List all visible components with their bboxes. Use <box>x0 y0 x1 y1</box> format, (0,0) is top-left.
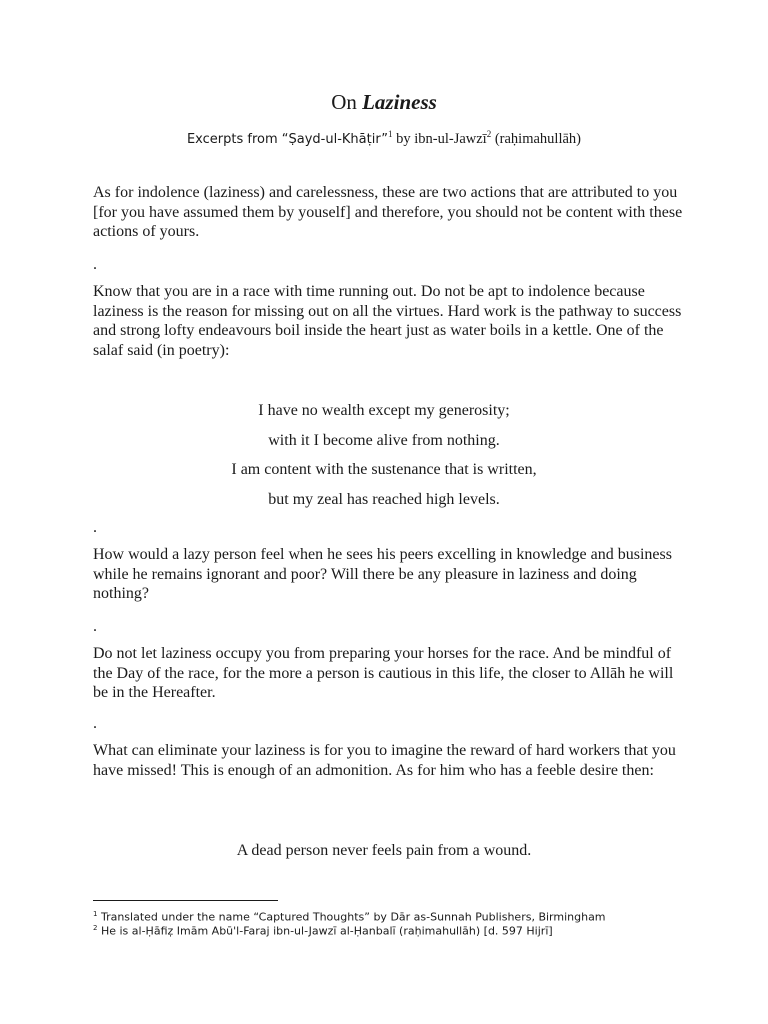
paragraph-4-block <box>93 644 683 703</box>
paragraph: Know that you are in a race with time running out. Do not be apt to indolence because laziness is the reason for missing out on all the virtues. Hard work is the pathway to success and strong lofty endeavours boil inside the heart just as water boils in a kettle. One of the salaf said (in poetry): <box>93 283 682 360</box>
poem-stanza <box>0 396 768 514</box>
footnote-ref-1: 1 <box>387 129 393 139</box>
paragraph-2-block <box>93 282 683 361</box>
paragraph: As for indolence (laziness) and carelessness, these are two actions that are attributed to you [for you have assumed them by youself] and therefore, you should not be content with these actions of yours. <box>93 184 683 241</box>
paragraph-3-block <box>93 545 683 604</box>
footnote-ref-2: 2 <box>486 129 492 139</box>
title-prefix: On <box>331 90 357 114</box>
subtitle-mid: by ibn-ul-Jawzī <box>392 130 487 147</box>
separator-dot: . <box>93 519 97 536</box>
paragraph: What can eliminate your laziness is for you to imagine the reward of hard workers that you have missed! This is enough of an admonition. As for him who has a feeble desire then: <box>93 742 676 779</box>
poem-line: I am content with the sustenance that is written, <box>231 461 537 478</box>
poem-line: with it I become alive from nothing. <box>268 431 500 449</box>
paragraph-1-block <box>93 183 683 242</box>
footnote-2 <box>93 921 713 939</box>
document-subtitle <box>0 124 768 150</box>
footnote-text: He is al-Ḥāfiẓ Imām Abū'l-Faraj ibn-ul-Jawzī al-Ḥanbalī (raḥimahullāh) [d. 597 Hijrī] <box>97 924 553 938</box>
paragraph: Do not let laziness occupy you from preparing your horses for the race. And be mindful of the Day of the race, for the more a person is cautious in this life, the closer to Allāh he will be in the Hereafter. <box>93 645 674 702</box>
footnote-number: 1 <box>93 910 98 918</box>
separator-dot: . <box>93 618 97 635</box>
paragraph: How would a lazy person feel when he sees his peers excelling in knowledge and business while he remains ignorant and poor? Will there be any pleasure in laziness and doing nothing? <box>93 546 672 603</box>
document-title <box>0 88 768 116</box>
closing-verse: A dead person never feels pain from a wound. <box>236 842 532 859</box>
paragraph-5-block <box>93 741 683 780</box>
poem-line: but my zeal has reached high levels. <box>268 490 500 508</box>
footnote-text: Translated under the name “Captured Thoughts” by Dār as-Sunnah Publishers, Birmingham <box>97 910 606 924</box>
subtitle-lead: Excerpts from “Ṣayd-ul-Khāṭir” <box>186 131 388 147</box>
separator-dot: . <box>93 256 97 273</box>
poem-line: I have no wealth except my generosity; <box>258 402 510 419</box>
title-emphasis: Laziness <box>362 90 437 114</box>
separator-dot: . <box>93 715 97 732</box>
footnote-number: 2 <box>93 924 98 932</box>
footnote-divider <box>93 900 278 901</box>
subtitle-tail: (raḥimahullāh) <box>491 130 582 147</box>
